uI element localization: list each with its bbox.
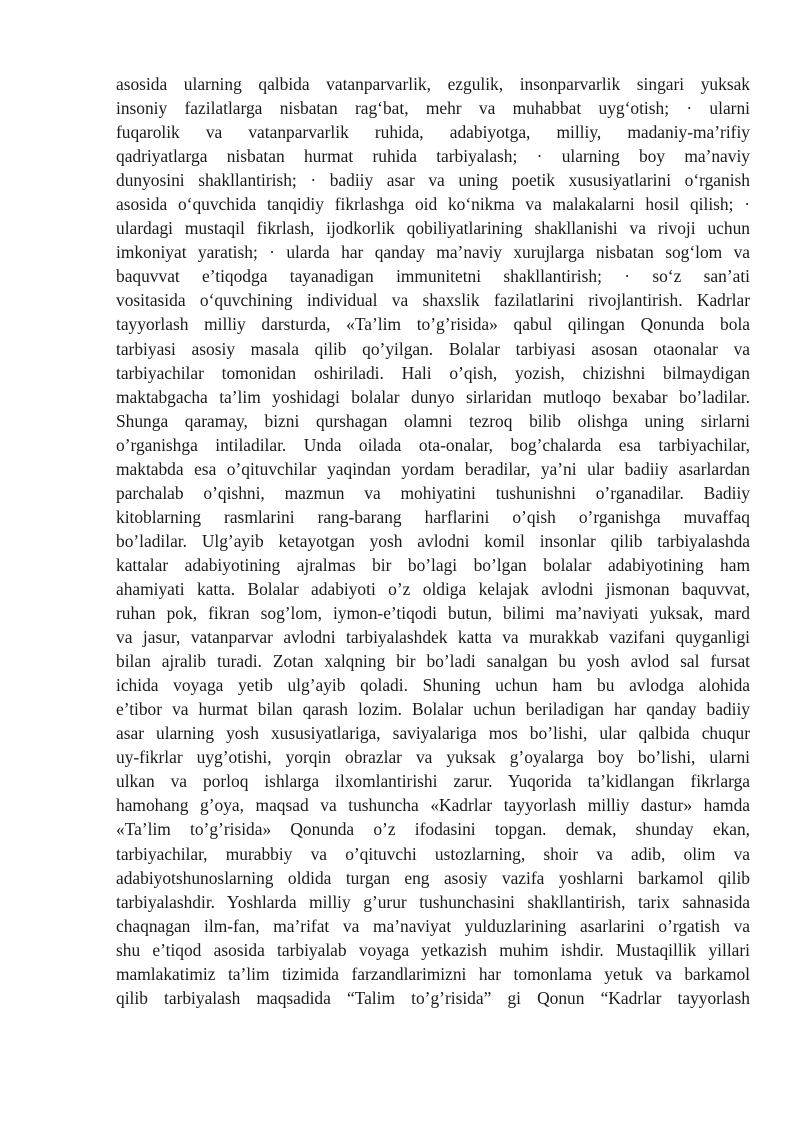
- text-line: maktabgacha ta’lim yoshidagi bolalar dunyo sirlaridan mutloqo bexabar bo’ladilar.: [116, 386, 750, 407]
- text-line: qilib tarbiyalash maqsadida “Talim to’g’risida” gi Qonun “Kadrlar tayyorlash: [116, 987, 750, 1008]
- text-line: ruhan pok, fikran sog’lom, iymon-e’tiqodi butun, bilimi ma’naviyati yuksak, mard: [116, 603, 750, 624]
- text-line: asosida ularning qalbida vatanparvarlik, ezgulik, insonparvarlik singari yuksak: [116, 74, 750, 94]
- text-line: shu e’tiqod asosida tarbiyalab voyaga yetkazish muhim ishdir. Mustaqillik yillari: [116, 939, 750, 960]
- text-line: uy-fikrlar uyg’otishi, yorqin obrazlar va yuksak g’oyalarga boy bo’lishi, ularni: [116, 747, 750, 768]
- text-line: chaqnagan ilm-fan, ma’rifat va ma’naviyat yulduzlarining asarlarini o’rgatish va: [116, 915, 750, 936]
- text-line: va jasur, vatanparvar avlodni tarbiyalashdek katta va murakkab vazifani quyganligi: [116, 627, 750, 648]
- text-line: «Ta’lim to’g’risida» Qonunda o’z ifodasini topgan. demak, shunday ekan,: [116, 819, 750, 840]
- text-line: baquvvat e’tiqodga tayanadigan immunitetni shakllantirish; · so‘z san’ati: [116, 266, 750, 287]
- text-line: kitoblarning rasmlarini rang-barang harflarini o’qish o’rganishga muvaffaq: [116, 506, 750, 527]
- text-line: ichida voyaga yetib ulg’ayib qoladi. Shuning uchun ham bu avlodga alohida: [116, 675, 750, 696]
- text-line: tarbiyalashdir. Yoshlarda milliy g’urur tushunchasini shakllantirish, tarix sahnasida: [116, 891, 750, 912]
- text-line: tayyorlash milliy darsturda, «Ta’lim to’g’risida» qabul qilingan Qonunda bola: [116, 314, 750, 335]
- text-line: imkoniyat yaratish; · ularda har qanday ma’naviy xurujlarga nisbatan sog‘lom va: [116, 242, 750, 263]
- text-line: ulardagi mustaqil fikrlash, ijodkorlik qobiliyatlarining shakllanishi va rivoji uchun: [116, 218, 750, 239]
- text-line: asosida o‘quvchida tanqidiy fikrlashga oid ko‘nikma va malakalarni hosil qilish; ·: [116, 194, 750, 215]
- body-paragraph: [116, 72, 750, 1010]
- text-line: Shunga qaramay, bizni qurshagan olamni tezroq bilib olishga uning sirlarni: [116, 410, 750, 431]
- text-line: ahamiyati katta. Bolalar adabiyoti o’z oldiga kelajak avlodni jismonan baquvvat,: [116, 578, 750, 599]
- text-line: tarbiyachilar, murabbiy va o’qituvchi ustozlarning, shoir va adib, olim va: [116, 843, 750, 864]
- text-line: ulkan va porloq ishlarga ilxomlantirishi zarur. Yuqorida ta’kidlangan fikrlarga: [116, 771, 750, 792]
- text-line: dunyosini shakllantirish; · badiiy asar va uning poetik xususiyatlarini o‘rganish: [116, 170, 750, 191]
- text-line: tarbiyachilar tomonidan oshiriladi. Hali o’qish, yozish, chizishni bilmaydigan: [116, 362, 750, 383]
- text-line: bilan ajralib turadi. Zotan xalqning bir bo’ladi sanalgan bu yosh avlod sal fursat: [116, 651, 750, 672]
- text-line: insoniy fazilatlarga nisbatan rag‘bat, mehr va muhabbat uyg‘otish; · ularni: [116, 98, 750, 119]
- text-line: tarbiyasi asosiy masala qilib qo’yilgan. Bolalar tarbiyasi asosan otaonalar va: [116, 338, 750, 359]
- text-line: maktabda esa o’qituvchilar yaqindan yordam beradilar, ya’ni ular badiiy asarlardan: [116, 458, 750, 479]
- text-line: vositasida o‘quvchining individual va shaxslik fazilatlarini rivojlantirish. Kadrlar: [116, 290, 750, 311]
- text-line: hamohang g’oya, maqsad va tushuncha «Kadrlar tayyorlash milliy dastur» hamda: [116, 795, 750, 816]
- text-line: mamlakatimiz ta’lim tizimida farzandlarimizni har tomonlama yetuk va barkamol: [116, 963, 750, 984]
- text-line: qadriyatlarga nisbatan hurmat ruhida tarbiyalash; · ularning boy ma’naviy: [116, 146, 750, 167]
- text-line: asar ularning yosh xususiyatlariga, saviyalariga mos bo’lishi, ular qalbida chuqur: [116, 723, 750, 744]
- text-line: o’rganishga intiladilar. Unda oilada ota-onalar, bog’chalarda esa tarbiyachilar,: [116, 434, 750, 455]
- text-line: kattalar adabiyotining ajralmas bir bo’lagi bo’lgan bolalar adabiyotining ham: [116, 554, 750, 575]
- text-line: fuqarolik va vatanparvarlik ruhida, adabiyotga, milliy, madaniy-ma’rifiy: [116, 122, 750, 143]
- document-page: [116, 72, 750, 1010]
- text-line: parchalab o’qishni, mazmun va mohiyatini tushunishni o’rganadilar. Badiiy: [116, 482, 750, 503]
- text-line: e’tibor va hurmat bilan qarash lozim. Bolalar uchun beriladigan har qanday badiiy: [116, 699, 750, 720]
- text-line: bo’ladilar. Ulg’ayib ketayotgan yosh avlodni komil insonlar qilib tarbiyalashda: [116, 530, 750, 551]
- text-line: adabiyotshunoslarning oldida turgan eng asosiy vazifa yoshlarni barkamol qilib: [116, 867, 750, 888]
